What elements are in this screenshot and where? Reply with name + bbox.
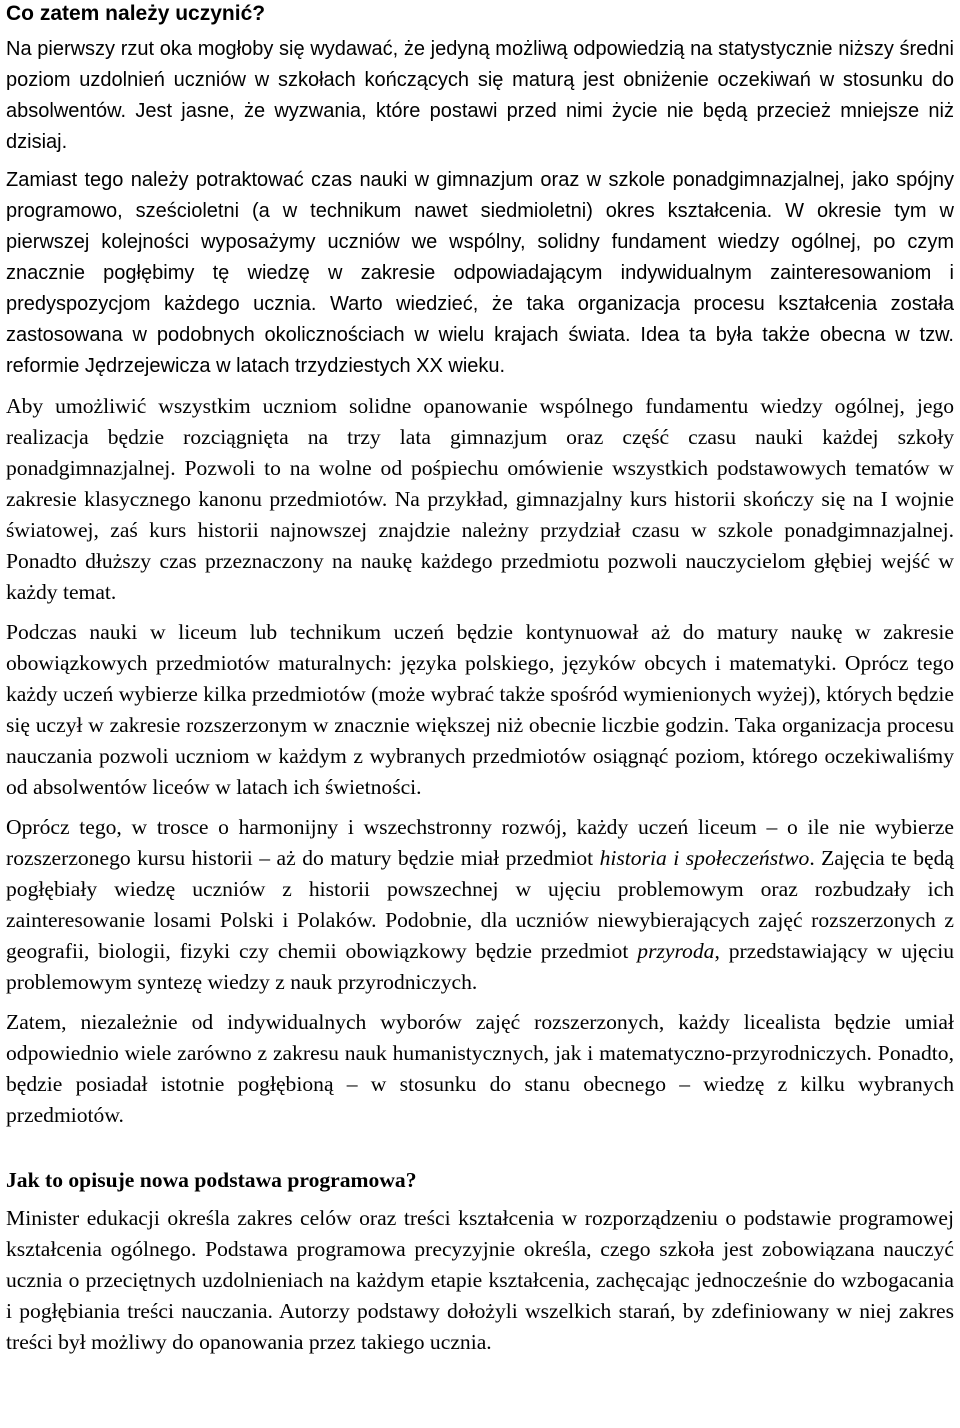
paragraph-harmony-text-3: , przedstawiający w ujęciu problemowym syntezę wiedzy z nauk przyrodniczych. [6,939,954,994]
paragraph-harmony-text-2: . Zajęcia te będą pogłębiały wiedzę uczniów z historii powszechnej w ujęciu problemowym oraz rozbudzały ich zainteresowanie losami Polski i Polaków. Podobnie, dla uczniów niewybierających zajęć rozszerzonych z geografii, biologii, fizyki czy chemii obowiązkowy będzie przedmiot [6,846,955,963]
paragraph-summary: Zatem, niezależnie od indywidualnych wyborów zajęć rozszerzonych, każdy licealista będzie umiał odpowiednio wiele zarówno z zakresu nauk humanistycznych, jak i matematyczno-przyrodniczych. Ponadto, będzie posiadał istotnie pogłębioną – w stosunku do stanu obecnego – wiedzę z kilku wybranych przedmiotów. [6,1010,954,1127]
document-page [6,0,954,1358]
section-heading-what-to-do: Co zatem należy uczynić? [6,2,266,25]
paragraph-harmony [6,812,954,998]
paragraph-minister: Minister edukacji określa zakres celów oraz treści kształcenia w rozporządzeniu o podstawie programowej kształcenia ogólnego. Podstawa programowa precyzyjnie określa, czego szkoła jest zobowiązana nauczyć ucznia o przeciętnych uzdolnieniach na każdym etapie kształcenia, zachęcając jednocześnie do wzbogacania i pogłębiania treści nauczania. Autorzy podstawy dołożyli wszelkich starań, by zdefiniowany w niej zakres treści był możliwy do opanowania przez takiego ucznia. [6,1206,954,1354]
paragraph-liceum: Podczas nauki w liceum lub technikum uczeń będzie kontynuował aż do matury naukę w zakresie obowiązkowych przedmiotów maturalnych: języka polskiego, języków obcych i matematyki. Oprócz tego każdy uczeń wybierze kilka przedmiotów (może wybrać także spośród wymienionych wyżej), których będzie się uczył w zakresie rozszerzonym w znacznie większej niż obecnie liczbie godzin. Taka organizacja procesu nauczania pozwoli uczniom w każdym z wybranych przedmiotów osiągnąć poziom, którego oczekiwaliśmy od absolwentów liceów w latach ich świetności. [6,620,954,799]
paragraph-intro: Na pierwszy rzut oka mogłoby się wydawać, że jedyną możliwą odpowiedzią na statystycznie niższy średni poziom uzdolnień uczniów w szkołach kończących się maturą jest obniżenie oczekiwań w stosunku do absolwentów. Jest jasne, że wyzwania, które postawi przed nimi życie nie będą przecież mniejsze niż dzisiaj. [6,38,954,153]
paragraph-harmony-text-1: Oprócz tego, w trosce o harmonijny i wszechstronny rozwój, każdy uczeń liceum – o ile nie wybierze rozszerzonego kursu historii – aż do matury będzie miał przedmiot [6,815,954,870]
section-heading-new-curriculum: Jak to opisuje nowa podstawa programowa? [6,1168,417,1192]
subject-nature: przyroda [637,939,715,963]
paragraph-foundation: Aby umożliwić wszystkim uczniom solidne opanowanie wspólnego fundamentu wiedzy ogólnej, jego realizacja będzie rozciągnięta na trzy lata gimnazjum oraz część czasu nauki każdej szkoły ponadgimnazjalnej. Pozwoli to na wolne od pośpiechu omówienie wszystkich podstawowych tematów w zakresie klasycznego kanonu przedmiotów. Na przykład, gimnazjalny kurs historii skończy się na I wojnie światowej, zaś kurs historii najnowszej znajdzie należny przydział czasu w szkole ponadgimnazjalnej. Ponadto dłuższy czas przeznaczony na naukę każdego przedmiotu pozwoli nauczycielom głębiej wejść w każdy temat. [6,394,954,604]
paragraph-instead: Zamiast tego należy potraktować czas nauki w gimnazjum oraz w szkole ponadgimnazjalnej, jako spójny programowo, sześcioletni (a w technikum nawet siedmioletni) okres kształcenia. W okresie tym w pierwszej kolejności wyposażymy uczniów we wspólny, solidny fundament wiedzy ogólnej, po czym znacznie pogłębimy tę wiedzę w zakresie odpowiadającym indywidualnym zainteresowaniom i predyspozycjom każdego ucznia. Warto wiedzieć, że taka organizacja procesu kształcenia została zastosowana w podobnych okolicznościach w wielu krajach świata. Idea ta była także obecna w tzw. reformie Jędrzejewicza w latach trzydziestych XX wieku. [6,169,954,377]
subject-history-society: historia i społeczeństwo [599,846,810,870]
